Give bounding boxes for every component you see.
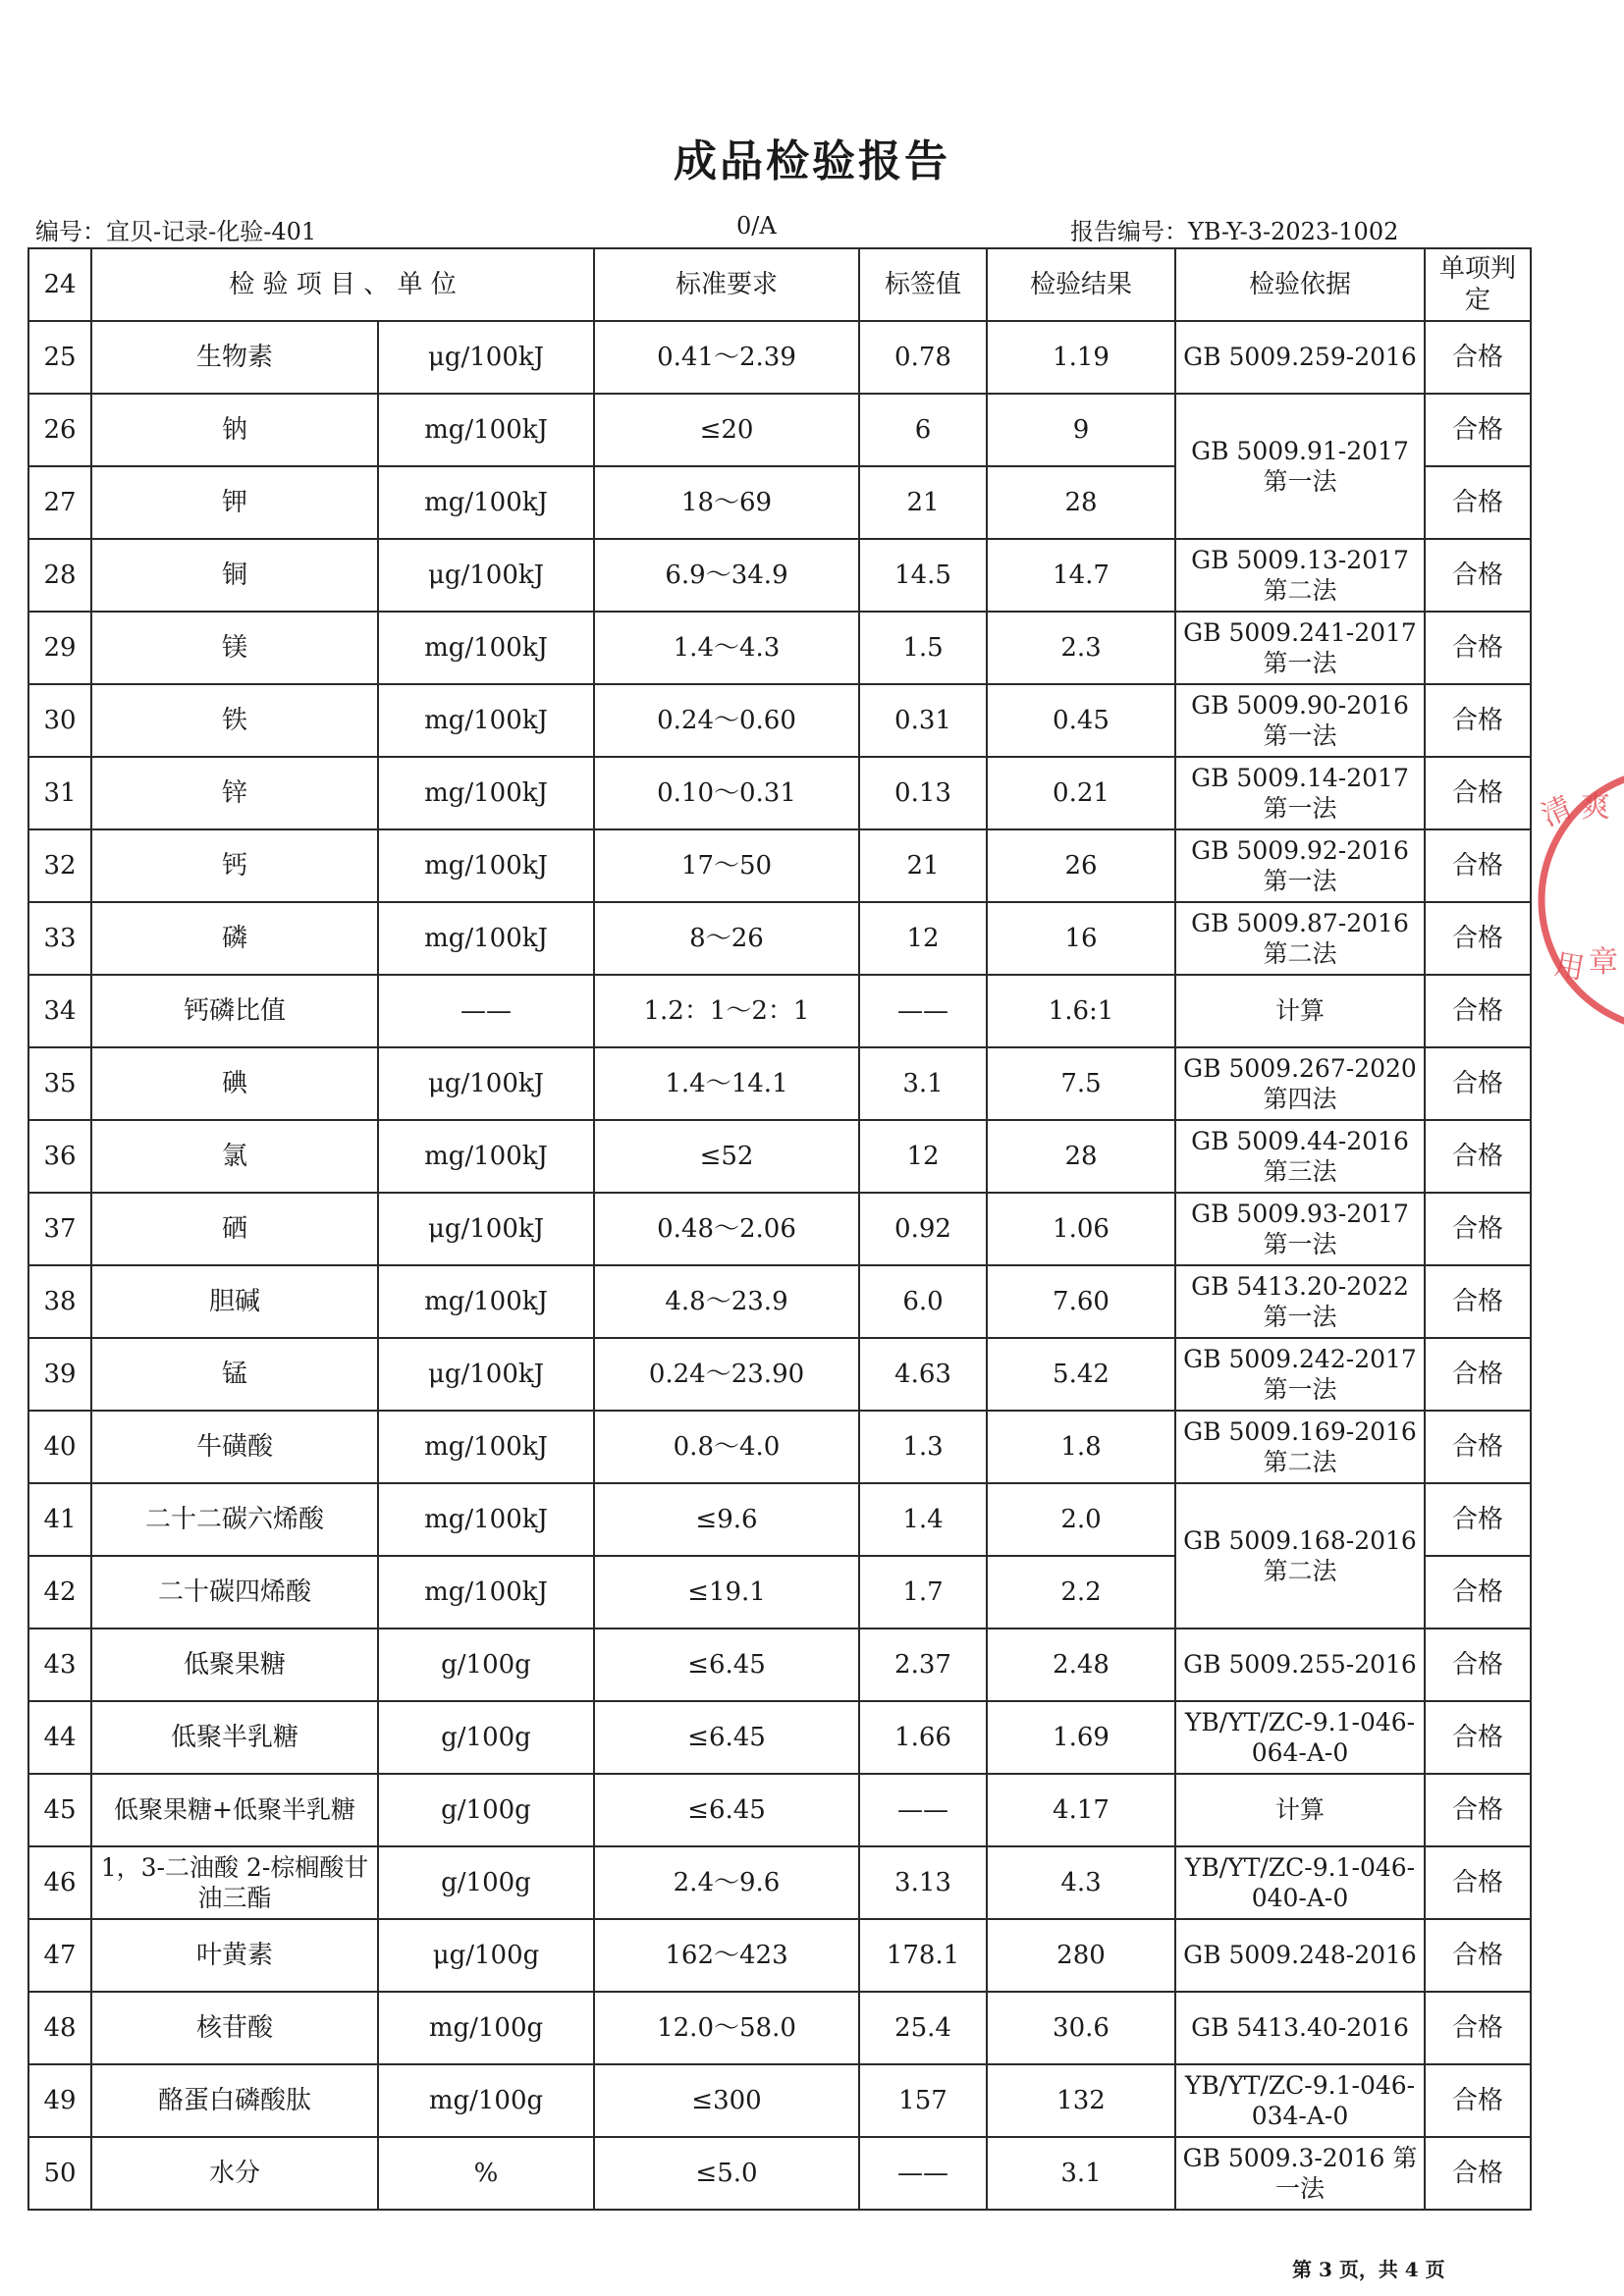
row-no: 36	[28, 1120, 91, 1193]
row-standard: ≤6.45	[594, 1774, 859, 1846]
row-item: 低聚果糖+低聚半乳糖	[91, 1774, 378, 1846]
row-item: 二十碳四烯酸	[91, 1556, 378, 1629]
row-judgment: 合格	[1425, 1265, 1531, 1338]
table-row	[28, 1193, 1531, 1265]
row-item: 磷	[91, 902, 378, 975]
row-judgment: 合格	[1425, 829, 1531, 902]
table-row	[28, 321, 1531, 394]
table-row	[28, 394, 1531, 466]
row-basis: GB 5009.93-2017 第一法	[1175, 1193, 1425, 1265]
row-basis: GB 5009.91-2017 第一法	[1175, 394, 1425, 539]
table-row	[28, 1047, 1531, 1120]
row-unit: μg/100g	[378, 1919, 594, 1992]
row-unit: mg/100kJ	[378, 1411, 594, 1483]
row-standard: 1.4～14.1	[594, 1047, 859, 1120]
row-judgment: 合格	[1425, 975, 1531, 1047]
page-indicator: 第 3 页，共 4 页	[1292, 2258, 1445, 2281]
row-item: 水分	[91, 2137, 378, 2210]
row-unit: mg/100kJ	[378, 612, 594, 684]
row-label-value: 14.5	[859, 539, 987, 612]
row-basis: GB 5009.169-2016 第二法	[1175, 1411, 1425, 1483]
row-no: 27	[28, 466, 91, 539]
row-judgment: 合格	[1425, 1701, 1531, 1774]
row-label-value: ——	[859, 2137, 987, 2210]
row-result: 16	[987, 902, 1175, 975]
table-row	[28, 2064, 1531, 2137]
row-no: 35	[28, 1047, 91, 1120]
table-row	[28, 2137, 1531, 2210]
row-unit: μg/100kJ	[378, 1338, 594, 1411]
row-result: 5.42	[987, 1338, 1175, 1411]
row-basis: GB 5009.3-2016 第一法	[1175, 2137, 1425, 2210]
table-row	[28, 1774, 1531, 1846]
row-no: 49	[28, 2064, 91, 2137]
row-label-value: 1.3	[859, 1411, 987, 1483]
row-result: 1.8	[987, 1411, 1175, 1483]
row-label-value: 21	[859, 829, 987, 902]
table-row	[28, 1629, 1531, 1701]
table-row	[28, 1992, 1531, 2064]
row-label-value: 1.66	[859, 1701, 987, 1774]
row-unit: mg/100kJ	[378, 1556, 594, 1629]
row-judgment: 合格	[1425, 321, 1531, 394]
row-unit: mg/100kJ	[378, 1265, 594, 1338]
row-result: 7.60	[987, 1265, 1175, 1338]
row-standard: ≤6.45	[594, 1629, 859, 1701]
report-number: 报告编号：YB-Y-3-2023-1002	[1070, 218, 1399, 245]
row-no: 34	[28, 975, 91, 1047]
version: 0/A	[736, 212, 777, 240]
row-item: 生物素	[91, 321, 378, 394]
row-judgment: 合格	[1425, 1774, 1531, 1846]
table-row	[28, 1701, 1531, 1774]
row-basis: GB 5009.44-2016 第三法	[1175, 1120, 1425, 1193]
row-result: 28	[987, 466, 1175, 539]
row-item: 牛磺酸	[91, 1411, 378, 1483]
row-label-value: ——	[859, 975, 987, 1047]
row-standard: 8～26	[594, 902, 859, 975]
table-row	[28, 829, 1531, 902]
row-standard: 0.10～0.31	[594, 757, 859, 829]
row-judgment: 合格	[1425, 612, 1531, 684]
row-item: 低聚半乳糖	[91, 1701, 378, 1774]
row-label-value: 0.78	[859, 321, 987, 394]
row-unit: mg/100kJ	[378, 757, 594, 829]
record-number: 编号：宜贝-记录-化验-401	[35, 218, 317, 245]
svg-text:用: 用	[1551, 947, 1588, 988]
row-result: 132	[987, 2064, 1175, 2137]
row-judgment: 合格	[1425, 1411, 1531, 1483]
row-label-value: 25.4	[859, 1992, 987, 2064]
table-row	[28, 1120, 1531, 1193]
row-judgment: 合格	[1425, 394, 1531, 466]
row-judgment: 合格	[1425, 902, 1531, 975]
table-row	[28, 1483, 1531, 1556]
row-unit: g/100g	[378, 1846, 594, 1919]
row-no: 28	[28, 539, 91, 612]
row-result: 0.45	[987, 684, 1175, 757]
row-basis: GB 5009.248-2016	[1175, 1919, 1425, 1992]
row-result: 1.69	[987, 1701, 1175, 1774]
row-no: 26	[28, 394, 91, 466]
header-result: 检验结果	[987, 248, 1175, 321]
row-result: 2.48	[987, 1629, 1175, 1701]
row-judgment: 合格	[1425, 2137, 1531, 2210]
row-no: 50	[28, 2137, 91, 2210]
row-item: 1，3-二油酸 2-棕榈酸甘油三酯	[91, 1846, 378, 1919]
row-label-value: 4.63	[859, 1338, 987, 1411]
row-basis: YB/YT/ZC-9.1-046-040-A-0	[1175, 1846, 1425, 1919]
row-judgment: 合格	[1425, 466, 1531, 539]
row-unit: mg/100g	[378, 1992, 594, 2064]
row-judgment: 合格	[1425, 684, 1531, 757]
row-standard: 162～423	[594, 1919, 859, 1992]
row-result: 2.3	[987, 612, 1175, 684]
row-standard: ≤19.1	[594, 1556, 859, 1629]
header-item-unit: 检 验 项 目 、 单 位	[91, 248, 594, 321]
row-label-value: 0.13	[859, 757, 987, 829]
row-item: 钠	[91, 394, 378, 466]
row-judgment: 合格	[1425, 2064, 1531, 2137]
row-basis: YB/YT/ZC-9.1-046-034-A-0	[1175, 2064, 1425, 2137]
row-basis: GB 5009.241-2017 第一法	[1175, 612, 1425, 684]
row-result: 14.7	[987, 539, 1175, 612]
header-no: 24	[28, 248, 91, 321]
row-no: 47	[28, 1919, 91, 1992]
report-title: 成品检验报告	[674, 136, 950, 187]
row-judgment: 合格	[1425, 1992, 1531, 2064]
row-basis: GB 5413.40-2016	[1175, 1992, 1425, 2064]
row-no: 38	[28, 1265, 91, 1338]
row-standard: ≤6.45	[594, 1701, 859, 1774]
row-item: 硒	[91, 1193, 378, 1265]
row-unit: g/100g	[378, 1774, 594, 1846]
row-basis: YB/YT/ZC-9.1-046-064-A-0	[1175, 1701, 1425, 1774]
row-label-value: 12	[859, 1120, 987, 1193]
row-standard: 1.2：1～2：1	[594, 975, 859, 1047]
row-item: 碘	[91, 1047, 378, 1120]
row-standard: 1.4～4.3	[594, 612, 859, 684]
row-standard: 18～69	[594, 466, 859, 539]
row-label-value: 157	[859, 2064, 987, 2137]
row-result: 2.0	[987, 1483, 1175, 1556]
row-no: 40	[28, 1411, 91, 1483]
row-judgment: 合格	[1425, 757, 1531, 829]
row-label-value: 0.92	[859, 1193, 987, 1265]
row-no: 48	[28, 1992, 91, 2064]
row-result: 1.19	[987, 321, 1175, 394]
row-standard: ≤300	[594, 2064, 859, 2137]
table-header-row	[28, 248, 1531, 321]
row-unit: mg/100g	[378, 2064, 594, 2137]
row-judgment: 合格	[1425, 1338, 1531, 1411]
row-no: 33	[28, 902, 91, 975]
row-unit: mg/100kJ	[378, 684, 594, 757]
row-basis: GB 5009.87-2016 第二法	[1175, 902, 1425, 975]
row-unit: μg/100kJ	[378, 1193, 594, 1265]
row-label-value: 1.7	[859, 1556, 987, 1629]
row-label-value: 1.4	[859, 1483, 987, 1556]
row-label-value: 3.1	[859, 1047, 987, 1120]
row-no: 30	[28, 684, 91, 757]
row-unit: mg/100kJ	[378, 829, 594, 902]
row-item: 锌	[91, 757, 378, 829]
row-result: 4.17	[987, 1774, 1175, 1846]
row-basis: GB 5009.90-2016 第一法	[1175, 684, 1425, 757]
row-standard: 0.48～2.06	[594, 1193, 859, 1265]
row-no: 42	[28, 1556, 91, 1629]
row-result: 1.6:1	[987, 975, 1175, 1047]
row-item: 胆碱	[91, 1265, 378, 1338]
row-unit: μg/100kJ	[378, 1047, 594, 1120]
row-result: 28	[987, 1120, 1175, 1193]
table-row	[28, 612, 1531, 684]
row-unit: mg/100kJ	[378, 1120, 594, 1193]
row-item: 叶黄素	[91, 1919, 378, 1992]
table-row	[28, 684, 1531, 757]
row-label-value: 12	[859, 902, 987, 975]
row-standard: 17～50	[594, 829, 859, 902]
row-item: 钾	[91, 466, 378, 539]
row-no: 39	[28, 1338, 91, 1411]
row-judgment: 合格	[1425, 1629, 1531, 1701]
row-unit: μg/100kJ	[378, 539, 594, 612]
row-no: 46	[28, 1846, 91, 1919]
row-unit: mg/100kJ	[378, 1483, 594, 1556]
row-unit: μg/100kJ	[378, 321, 594, 394]
row-item: 锰	[91, 1338, 378, 1411]
table-row	[28, 975, 1531, 1047]
row-unit: mg/100kJ	[378, 466, 594, 539]
row-standard: ≤20	[594, 394, 859, 466]
row-result: 2.2	[987, 1556, 1175, 1629]
row-basis: 计算	[1175, 975, 1425, 1047]
row-no: 43	[28, 1629, 91, 1701]
row-no: 44	[28, 1701, 91, 1774]
svg-text:章: 章	[1589, 945, 1618, 980]
row-result: 7.5	[987, 1047, 1175, 1120]
svg-text:清: 清	[1536, 789, 1578, 834]
row-judgment: 合格	[1425, 1047, 1531, 1120]
row-basis: GB 5009.255-2016	[1175, 1629, 1425, 1701]
row-label-value: 2.37	[859, 1629, 987, 1701]
row-standard: ≤9.6	[594, 1483, 859, 1556]
row-result: 3.1	[987, 2137, 1175, 2210]
row-no: 31	[28, 757, 91, 829]
row-basis: GB 5009.92-2016 第一法	[1175, 829, 1425, 902]
row-no: 32	[28, 829, 91, 902]
row-label-value: 6.0	[859, 1265, 987, 1338]
header-label-value: 标签值	[859, 248, 987, 321]
row-label-value: 3.13	[859, 1846, 987, 1919]
row-standard: 4.8～23.9	[594, 1265, 859, 1338]
row-basis: GB 5009.168-2016 第二法	[1175, 1483, 1425, 1629]
row-label-value: 21	[859, 466, 987, 539]
row-unit: ——	[378, 975, 594, 1047]
table-row	[28, 1846, 1531, 1919]
row-standard: 2.4～9.6	[594, 1846, 859, 1919]
row-unit: mg/100kJ	[378, 394, 594, 466]
row-unit: g/100g	[378, 1701, 594, 1774]
row-label-value: 0.31	[859, 684, 987, 757]
row-no: 45	[28, 1774, 91, 1846]
row-judgment: 合格	[1425, 1193, 1531, 1265]
row-no: 37	[28, 1193, 91, 1265]
row-judgment: 合格	[1425, 1556, 1531, 1629]
table-row	[28, 902, 1531, 975]
table-row	[28, 1265, 1531, 1338]
row-standard: 0.24～0.60	[594, 684, 859, 757]
row-no: 25	[28, 321, 91, 394]
row-item: 核苷酸	[91, 1992, 378, 2064]
inspection-table	[27, 247, 1532, 2211]
row-label-value: 6	[859, 394, 987, 466]
row-result: 30.6	[987, 1992, 1175, 2064]
row-judgment: 合格	[1425, 539, 1531, 612]
row-no: 41	[28, 1483, 91, 1556]
row-judgment: 合格	[1425, 1846, 1531, 1919]
row-unit: g/100g	[378, 1629, 594, 1701]
row-basis: GB 5009.14-2017 第一法	[1175, 757, 1425, 829]
row-item: 酪蛋白磷酸肽	[91, 2064, 378, 2137]
row-unit: mg/100kJ	[378, 902, 594, 975]
row-basis: GB 5009.242-2017 第一法	[1175, 1338, 1425, 1411]
row-basis: GB 5009.259-2016	[1175, 321, 1425, 394]
row-standard: ≤5.0	[594, 2137, 859, 2210]
row-basis: GB 5413.20-2022 第一法	[1175, 1265, 1425, 1338]
row-result: 280	[987, 1919, 1175, 1992]
row-standard: 6.9～34.9	[594, 539, 859, 612]
row-no: 29	[28, 612, 91, 684]
table-row	[28, 1411, 1531, 1483]
row-judgment: 合格	[1425, 1919, 1531, 1992]
row-result: 9	[987, 394, 1175, 466]
table-row	[28, 1338, 1531, 1411]
row-standard: 0.8～4.0	[594, 1411, 859, 1483]
row-result: 4.3	[987, 1846, 1175, 1919]
row-standard: 12.0～58.0	[594, 1992, 859, 2064]
row-item: 钙	[91, 829, 378, 902]
row-unit: %	[378, 2137, 594, 2210]
row-item: 氯	[91, 1120, 378, 1193]
row-item: 钙磷比值	[91, 975, 378, 1047]
row-item: 铁	[91, 684, 378, 757]
header-judgment: 单项判定	[1425, 248, 1531, 321]
header-standard: 标准要求	[594, 248, 859, 321]
row-basis: GB 5009.267-2020 第四法	[1175, 1047, 1425, 1120]
row-judgment: 合格	[1425, 1483, 1531, 1556]
row-label-value: 1.5	[859, 612, 987, 684]
table-row	[28, 539, 1531, 612]
row-basis: GB 5009.13-2017 第二法	[1175, 539, 1425, 612]
row-label-value: 178.1	[859, 1919, 987, 1992]
seal-stamp	[1524, 758, 1624, 1042]
table-row	[28, 1919, 1531, 1992]
row-item: 铜	[91, 539, 378, 612]
table-row	[28, 757, 1531, 829]
row-item: 二十二碳六烯酸	[91, 1483, 378, 1556]
row-basis: 计算	[1175, 1774, 1425, 1846]
row-label-value: ——	[859, 1774, 987, 1846]
row-result: 26	[987, 829, 1175, 902]
row-result: 1.06	[987, 1193, 1175, 1265]
row-standard: 0.41～2.39	[594, 321, 859, 394]
row-item: 低聚果糖	[91, 1629, 378, 1701]
svg-text:爽: 爽	[1581, 790, 1610, 825]
header-basis: 检验依据	[1175, 248, 1425, 321]
row-judgment: 合格	[1425, 1120, 1531, 1193]
row-standard: ≤52	[594, 1120, 859, 1193]
row-item: 镁	[91, 612, 378, 684]
row-standard: 0.24～23.90	[594, 1338, 859, 1411]
row-result: 0.21	[987, 757, 1175, 829]
